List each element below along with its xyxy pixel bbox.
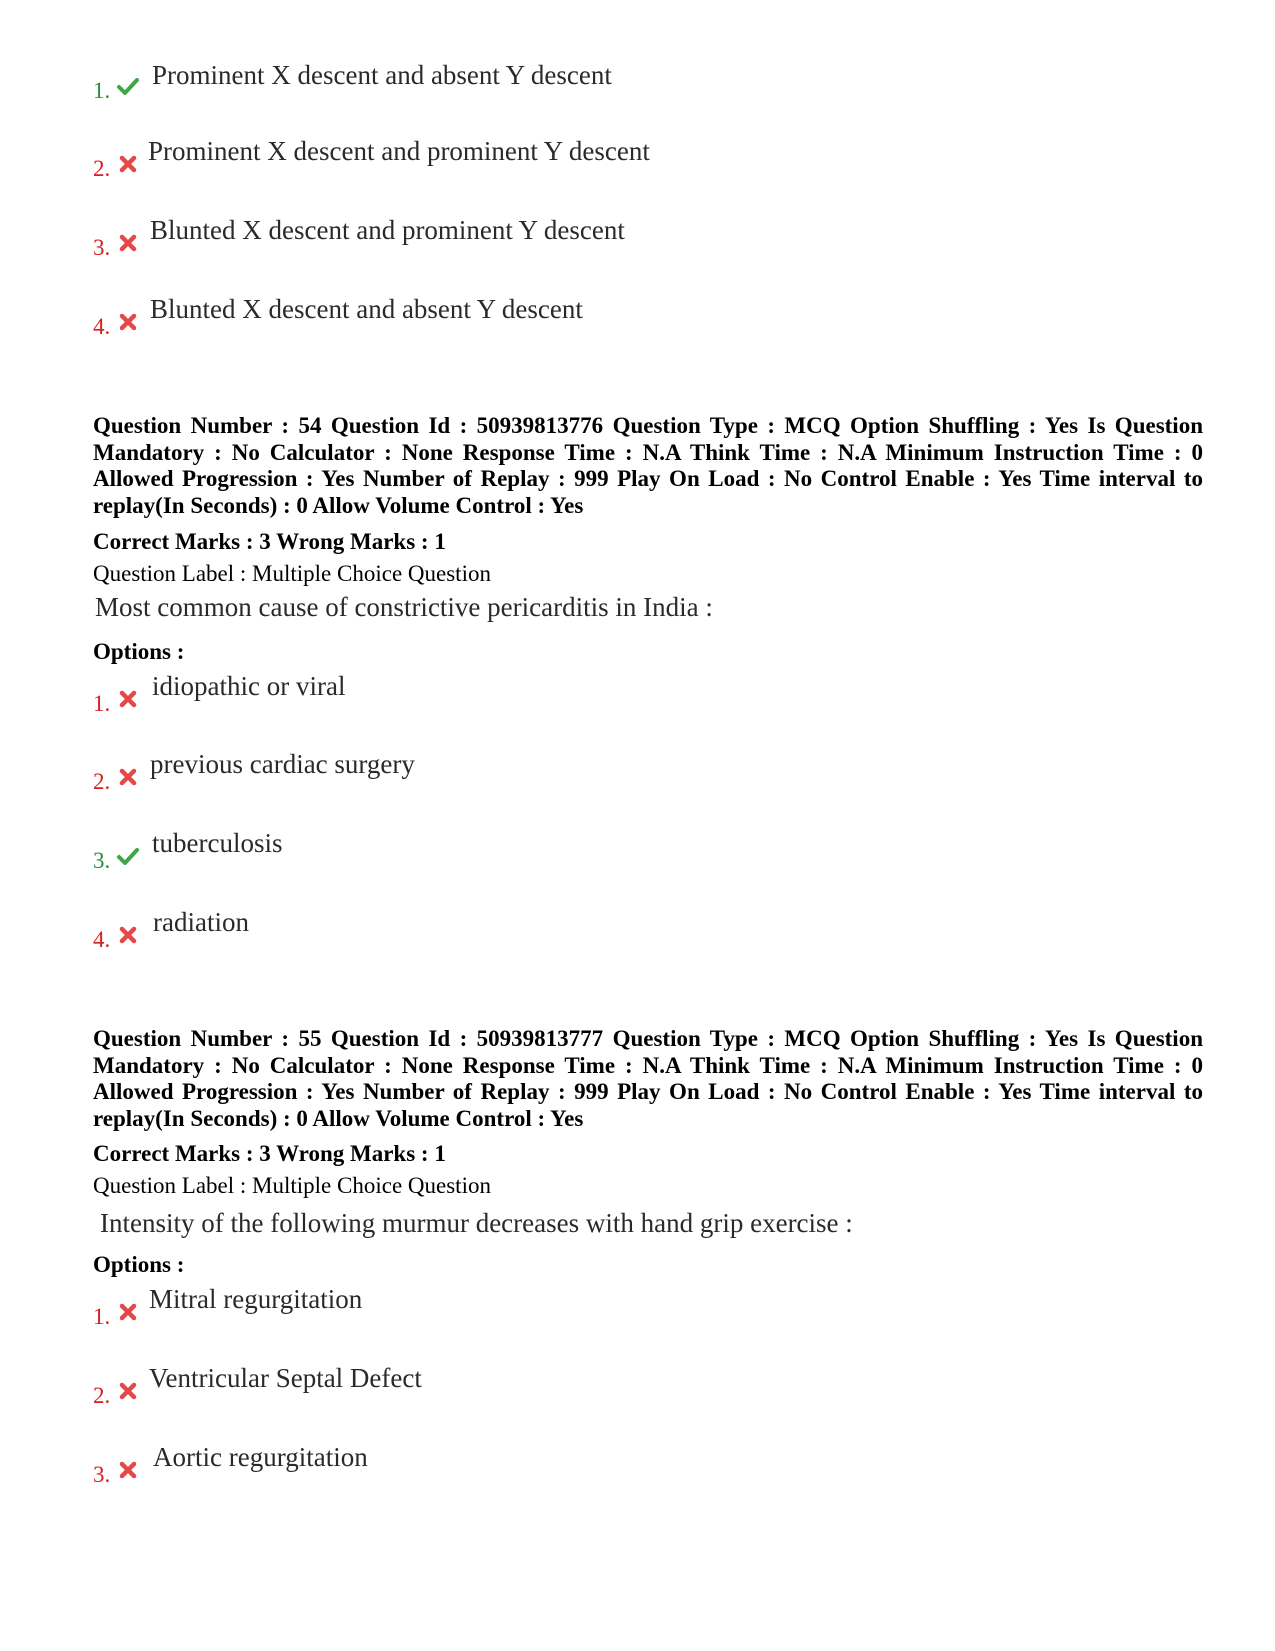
option-number: 3. [93, 235, 111, 260]
option-number: 1. [93, 78, 111, 103]
question-marks: Correct Marks : 3 Wrong Marks : 1 [93, 529, 446, 554]
option-number: 1. [93, 691, 111, 716]
option-text: Blunted X descent and prominent Y descent [150, 215, 625, 245]
option-item [93, 215, 993, 263]
cross-mark-icon [116, 152, 140, 176]
option-text: radiation [153, 907, 249, 937]
cross-mark-icon [116, 923, 140, 947]
options-heading: Options : [93, 639, 185, 664]
option-item [93, 749, 993, 797]
option-item [93, 136, 993, 184]
option-item [93, 1363, 993, 1411]
cross-mark-icon [116, 1458, 140, 1482]
cross-mark-icon [116, 1300, 140, 1324]
option-text: Mitral regurgitation [149, 1284, 363, 1314]
option-item [93, 60, 993, 106]
cross-mark-icon [116, 1379, 140, 1403]
option-text: previous cardiac surgery [150, 749, 415, 779]
question-label: Question Label : Multiple Choice Question [93, 1173, 491, 1198]
question-meta: Question Number : 54 Question Id : 50939813776 Question Type : MCQ Option Shuffling : Yes Is Question Mandatory : No Calculator : None Response Time : N.A Think Time : N.A Minimum Instruction Time : 0 Allowed Progression : Yes Number of Replay : 999 Play On Load : No Control Enable : Yes Time interval to replay(In Seconds) : 0 Allow Volume Control : Yes [93, 413, 1203, 519]
option-number: 2. [93, 769, 111, 794]
question-text: Most common cause of constrictive pericarditis in India : [95, 592, 713, 622]
options-heading: Options : [93, 1252, 185, 1277]
question-text: Intensity of the following murmur decreases with hand grip exercise : [100, 1208, 853, 1238]
cross-mark-icon [116, 231, 140, 255]
question-marks: Correct Marks : 3 Wrong Marks : 1 [93, 1141, 446, 1166]
option-number: 3. [93, 1462, 111, 1487]
check-mark-icon [116, 74, 140, 98]
option-item [93, 294, 993, 342]
option-item [93, 907, 993, 955]
option-number: 4. [93, 314, 111, 339]
option-text: Ventricular Septal Defect [149, 1363, 422, 1393]
option-text: idiopathic or viral [152, 671, 346, 701]
cross-mark-icon [116, 310, 140, 334]
option-item [93, 671, 993, 719]
option-number: 3. [93, 848, 111, 873]
option-item [93, 1284, 993, 1332]
option-number: 2. [93, 1383, 111, 1408]
option-number: 1. [93, 1304, 111, 1329]
cross-mark-icon [116, 765, 140, 789]
option-item [93, 1442, 993, 1490]
option-number: 4. [93, 927, 111, 952]
option-text: tuberculosis [152, 828, 283, 858]
question-label: Question Label : Multiple Choice Question [93, 561, 491, 586]
option-text: Prominent X descent and absent Y descent [152, 60, 612, 90]
option-text: Blunted X descent and absent Y descent [150, 294, 583, 324]
check-mark-icon [116, 844, 140, 868]
option-item [93, 828, 993, 876]
option-number: 2. [93, 156, 111, 181]
option-text: Prominent X descent and prominent Y descent [148, 136, 650, 166]
option-text: Aortic regurgitation [153, 1442, 368, 1472]
cross-mark-icon [116, 687, 140, 711]
question-meta: Question Number : 55 Question Id : 50939813777 Question Type : MCQ Option Shuffling : Yes Is Question Mandatory : No Calculator : None Response Time : N.A Think Time : N.A Minimum Instruction Time : 0 Allowed Progression : Yes Number of Replay : 999 Play On Load : No Control Enable : Yes Time interval to replay(In Seconds) : 0 Allow Volume Control : Yes [93, 1026, 1203, 1132]
